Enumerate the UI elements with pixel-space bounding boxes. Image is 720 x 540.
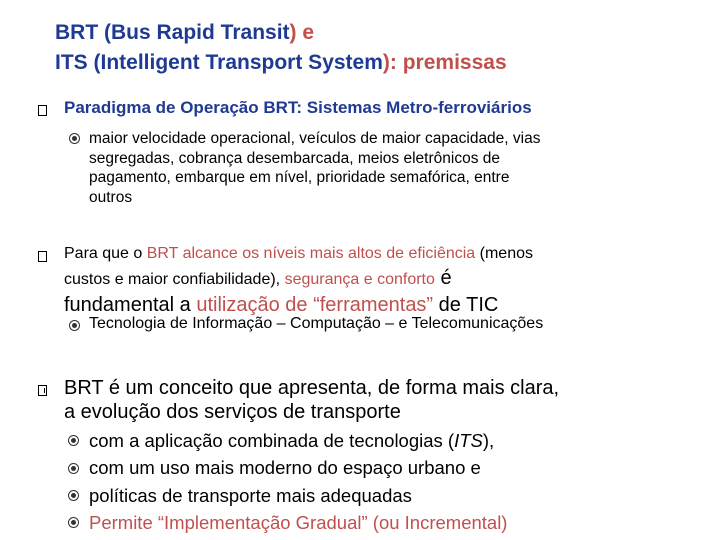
bullet-3-sub (89, 427, 507, 536)
text-part: Para que o (64, 245, 147, 262)
text-line: com um uso mais moderno do espaço urbano e (89, 457, 481, 479)
text-line: outros (89, 188, 133, 206)
title-line-2 (55, 48, 507, 78)
bullet-1-sub (89, 129, 540, 207)
title-part: Intelligent Transport System (100, 51, 383, 74)
text-part: ), (482, 430, 495, 451)
text-line: Permite “Implementação Gradual” (ou Incremental) (89, 511, 508, 533)
text-line: segregadas, cobrança desembarcada, meios eletrônicos de (89, 149, 500, 167)
text-part: com a aplicação combinada de tecnologias ( (89, 430, 455, 451)
text-part: segurança e conforto (284, 271, 435, 288)
bullet-2-sub: Tecnologia de Informação – Computação – e Telecomunicações (89, 315, 544, 332)
text-line: maior velocidade operacional, veículos de maior capacidade, vias (89, 130, 541, 147)
bullet-3-text (64, 376, 559, 424)
circle-bullet-icon (68, 490, 79, 501)
title-part: ): premissas (382, 51, 507, 74)
text-part: ITS (454, 430, 483, 451)
text-part: custos e maior confiabilidade), (64, 271, 285, 288)
text-line: pagamento, embarque em nível, prioridade semafórica, entre (89, 169, 510, 186)
text-part: (menos (475, 245, 533, 262)
title-part: Bus Rapid Transit (111, 21, 290, 44)
title-part: BRT ( (55, 21, 111, 44)
title-part: ) e (289, 21, 315, 44)
text-part: fundamental a (64, 294, 197, 316)
title-part: ITS ( (55, 51, 101, 74)
square-bullet-icon (38, 105, 47, 116)
text-line (89, 427, 507, 454)
circle-bullet-icon (68, 463, 79, 474)
slide-title (55, 18, 507, 78)
text-line: BRT é um conceito que apresenta, de forma mais clara, (64, 377, 560, 399)
text-line (64, 242, 533, 266)
bullet-1-heading: Paradigma de Operação BRT: Sistemas Metro-ferroviários (64, 98, 532, 117)
circle-bullet-icon (69, 133, 80, 144)
text-line: políticas de transporte mais adequadas (89, 484, 412, 506)
square-bullet-icon (38, 251, 47, 262)
text-part: utilização de “ferramentas” (196, 294, 434, 316)
circle-bullet-icon (68, 435, 79, 446)
bullet-2-text (64, 242, 533, 318)
circle-bullet-icon (68, 517, 79, 528)
text-part: BRT alcance os níveis mais altos de eficiência (146, 245, 476, 262)
text-line: a evolução dos serviços de transporte (64, 401, 401, 423)
square-bullet-icon (38, 385, 47, 396)
text-part: de TIC (433, 294, 499, 316)
text-part: é (434, 267, 452, 289)
text-line (64, 266, 533, 292)
title-line-1 (55, 18, 507, 48)
circle-bullet-icon (69, 320, 80, 331)
